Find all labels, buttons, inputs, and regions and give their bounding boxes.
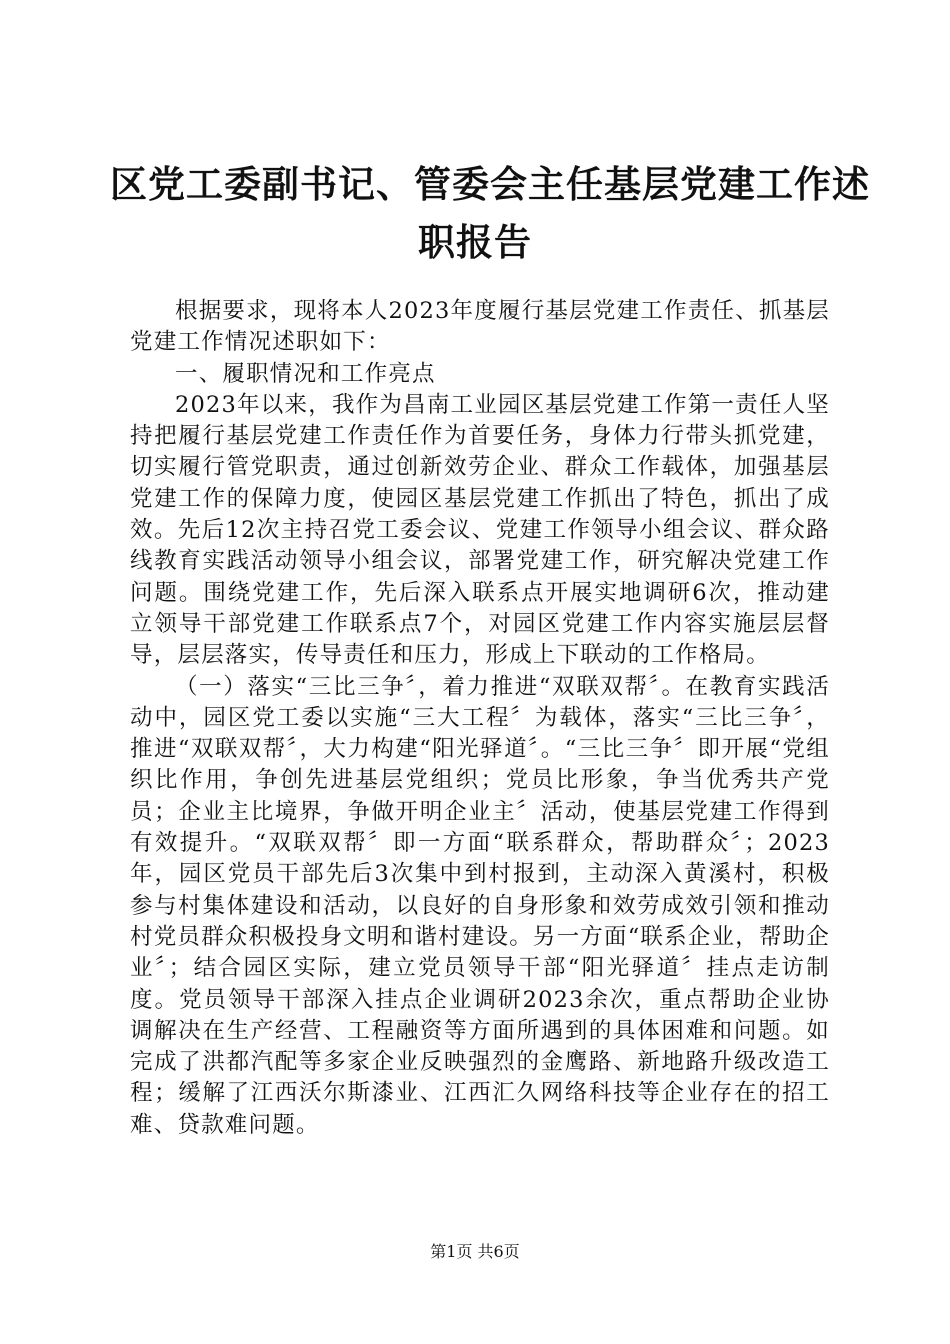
section-heading: 一、履职情况和工作亮点 [175,360,436,387]
paragraph-intro: 根据要求，现将本人2023年度履行基层党建工作责任、抓基层党建工作情况述职如下： [130,298,830,356]
document-title-line-1: 区党工委副书记、管委会主任基层党建工作述 [110,162,870,206]
paragraph-overview: 2023年以来，我作为昌南工业园区基层党建工作第一责任人坚持把履行基层党建工作责任作为首要任务，身体力行带头抓党建，切实履行管党职责，通过创新效劳企业、群众工作载体，加强基层党建工作的保障力度，使园区基层党建工作抓出了特色，抓出了成效。先后12次主持召党工委会议、党建工作领导小组会议、群众路线教育实践活动领导小组会议，部署党建工作，研究解决党建工作问题。围绕党建工作，先后深入联系点开展实地调研6次，推动建立领导干部党建工作联系点7个，对园区党建工作内容实施层层督导，层层落实，传导责任和压力，形成上下联动的工作格局。 [130,391,830,669]
document-title-line-2: 职报告 [418,220,532,264]
document-body [130,296,830,1141]
page-number-footer: 第1页 共6页 [430,1242,520,1261]
paragraph-subsection-1: （一）落实“三比三争〞，着力推进“双联双帮〞。在教育实践活动中，园区党工委以实施“三大工程〞为载体，落实“三比三争〞，推进“双联双帮〞，大力构建“阳光驿道〞。“三比三争〞即开展“党组织比作用，争创先进基层党组织；党员比形象，争当优秀共产党员；企业主比境界，争做开明企业主〞活动，使基层党建工作得到有效提升。“双联双帮〞即一方面“联系群众，帮助群众〞；2023年，园区党员干部先后3次集中到村报到，主动深入黄溪村，积极参与村集体建设和活动，以良好的自身形象和效劳成效引领和推动村党员群众积极投身文明和谐村建设。另一方面“联系企业，帮助企业〞；结合园区实际，建立党员领导干部“阳光驿道〞挂点走访制度。党员领导干部深入挂点企业调研2023余次，重点帮助企业协调解决在生产经营、工程融资等方面所遇到的具体困难和问题。如完成了洪都汽配等多家企业反映强烈的金鹰路、新地路升级改造工程；缓解了江西沃尔斯漆业、江西汇久网络科技等企业存在的招工难、贷款难问题。 [130,673,831,1138]
